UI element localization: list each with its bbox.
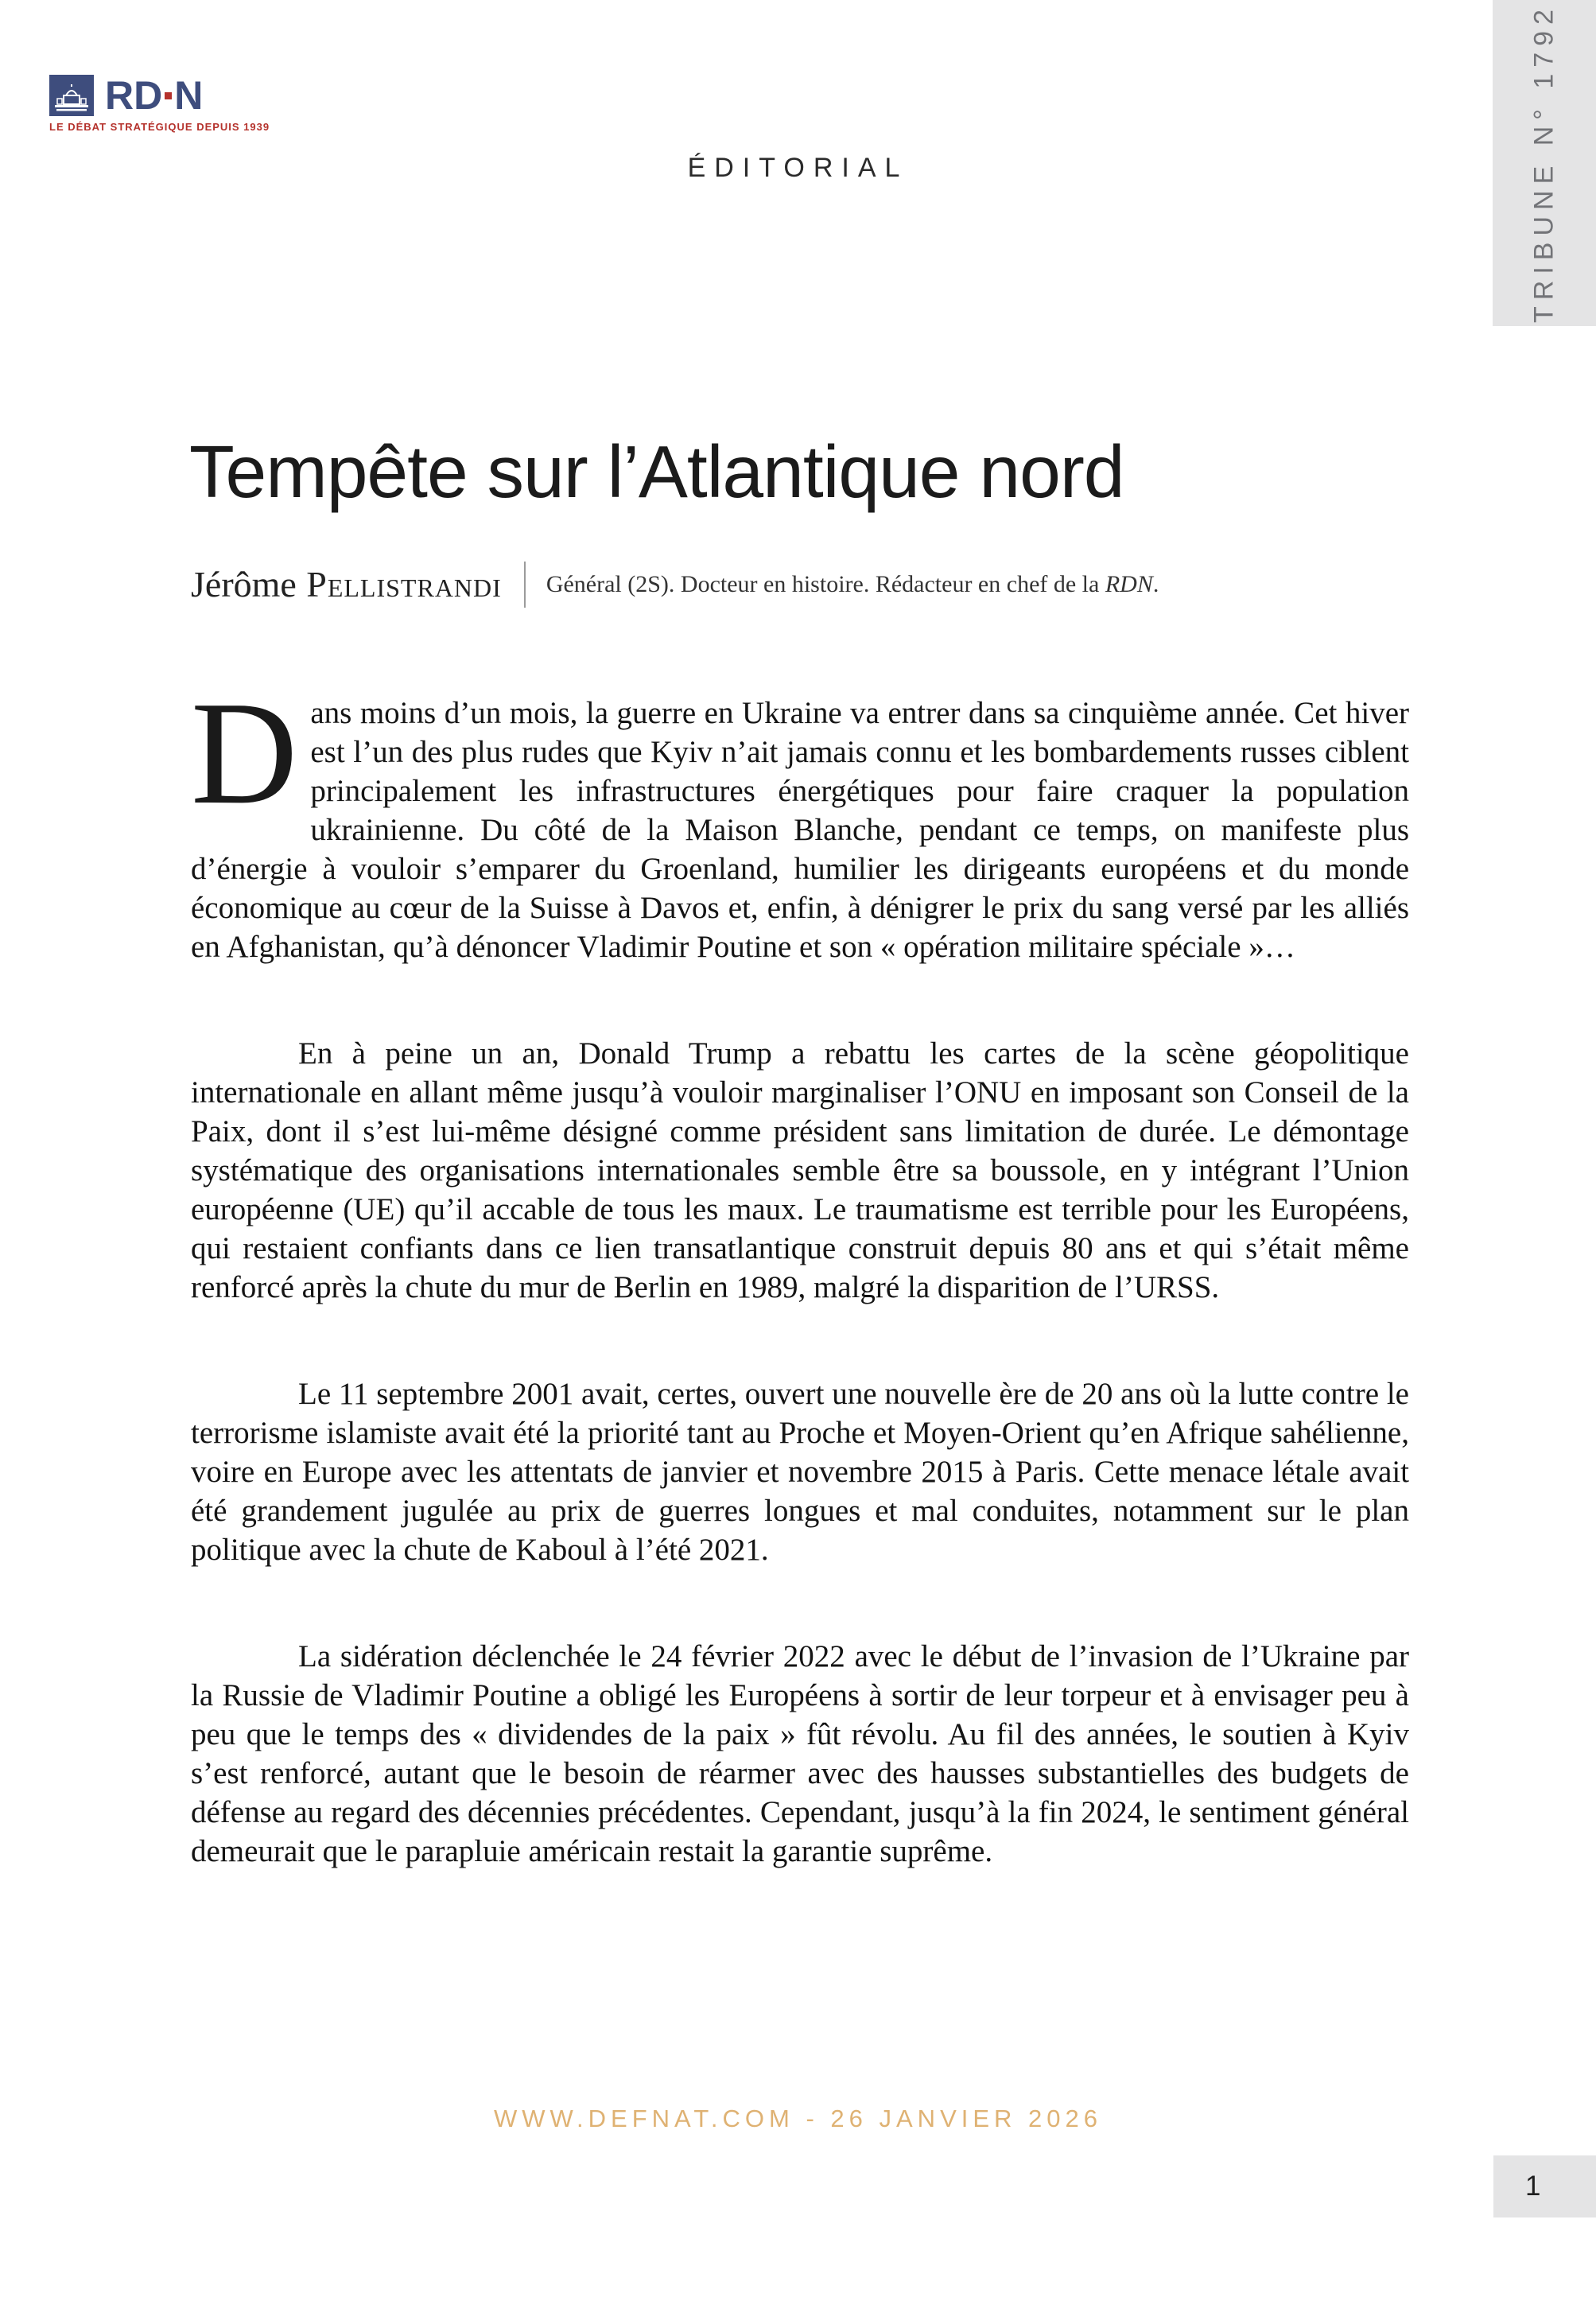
- rdn-logo: [49, 73, 270, 133]
- rdn-building-icon: [49, 75, 94, 116]
- author-bio-text: Général (2S). Docteur en histoire. Rédacteur en chef de la: [546, 571, 1105, 597]
- author-name: [191, 566, 502, 603]
- paragraph-2: En à peine un an, Donald Trump a rebattu les cartes de la scène géopolitique internationale en allant même jusqu’à vouloir marginaliser l’ONU en imposant son Conseil de la Paix, dont il s’est lui-même désigné comme président sans limitation de durée. Le démontage systématique des organisations internationales semble être sa boussole, en y intégrant l’Union européenne (UE) qu’il accable de tous les maux. Le traumatisme est terrible pour les Européens, qui restaient confiants dans ce lien transatlantique construit depuis 80 ans et qui s’était même renforcé après la chute du mur de Berlin en 1989, malgré la disparition de l’URSS.: [191, 1036, 1409, 1304]
- page-number-box: [1493, 2155, 1596, 2217]
- author-last-name: Pellistrandi: [306, 564, 502, 604]
- author-block: [191, 562, 1415, 608]
- rdn-logo-rd: RD: [105, 73, 163, 118]
- author-first-name: Jérôme: [191, 564, 297, 604]
- author-bio-period: .: [1152, 571, 1159, 597]
- author-bio: [546, 570, 1159, 599]
- dropcap-letter: D: [191, 671, 298, 835]
- rdn-logo-name: [105, 73, 204, 118]
- author-bio-journal: RDN: [1105, 571, 1153, 597]
- page-number: 1: [1525, 2171, 1541, 2202]
- paragraph-4: La sidération déclenchée le 24 février 2022 avec le début de l’invasion de l’Ukraine par la Russie de Vladimir Poutine a obligé les Européens à sortir de leur torpeur et à envisager peu à peu que le temps des « dividendes de la paix » fût révolu. Au fil des années, le soutien à Kyiv s’est renforcé, autant que le besoin de réarmer avec des hausses substantielles des budgets de défense au regard des décennies précédentes. Cependant, jusqu’à la fin 2024, le sentiment général demeurait que le parapluie américain restait la garantie suprême.: [191, 1639, 1409, 1868]
- paragraph-1-text: ans moins d’un mois, la guerre en Ukraine va entrer dans sa cinquième année. Cet hiver est l’un des plus rudes que Kyiv n’ait jamais connu et les bombardements russes ciblent principalement les infrastructures énergétiques pour faire craquer la population ukrainienne. Du côté de la Maison Blanche, pendant ce temps, on manifeste plus d’énergie à vouloir s’emparer du Groenland, humilier les dirigeants européens et du monde économique au cœur de la Suisse à Davos et, enfin, à dénigrer le prix du sang versé par les alliés en Afghanistan, qu’à dénoncer Vladimir Poutine et son « opération militaire spéciale »…: [191, 696, 1409, 964]
- section-kicker: ÉDITORIAL: [687, 153, 909, 183]
- article-title: Tempête sur l’Atlantique nord: [189, 430, 1124, 514]
- author-divider: [524, 562, 526, 608]
- article-body: [191, 671, 1409, 1938]
- footer-site-date: WWW.DEFNAT.COM - 26 JANVIER 2026: [493, 2105, 1102, 2132]
- paragraph-3: Le 11 septembre 2001 avait, certes, ouvert une nouvelle ère de 20 ans où la lutte contre le terrorisme islamiste avait été la priorité tant au Proche et Moyen-Orient qu’en Afrique sahélienne, voire en Europe avec les attentats de janvier et novembre 2015 à Paris. Cette menace létale avait été grandement jugulée au prix de guerres longues et mal conduites, notamment sur le plan politique avec la chute de Kaboul à l’été 2021.: [191, 1377, 1409, 1567]
- tribune-number-label: TRIBUNE N° 1792: [1528, 3, 1559, 323]
- rdn-logo-tagline: LE DÉBAT STRATÉGIQUE DEPUIS 1939: [49, 121, 270, 133]
- paragraph-1: [191, 671, 1409, 966]
- rdn-logo-n: N: [174, 73, 204, 118]
- rdn-logo-red-dot-icon: [165, 92, 172, 99]
